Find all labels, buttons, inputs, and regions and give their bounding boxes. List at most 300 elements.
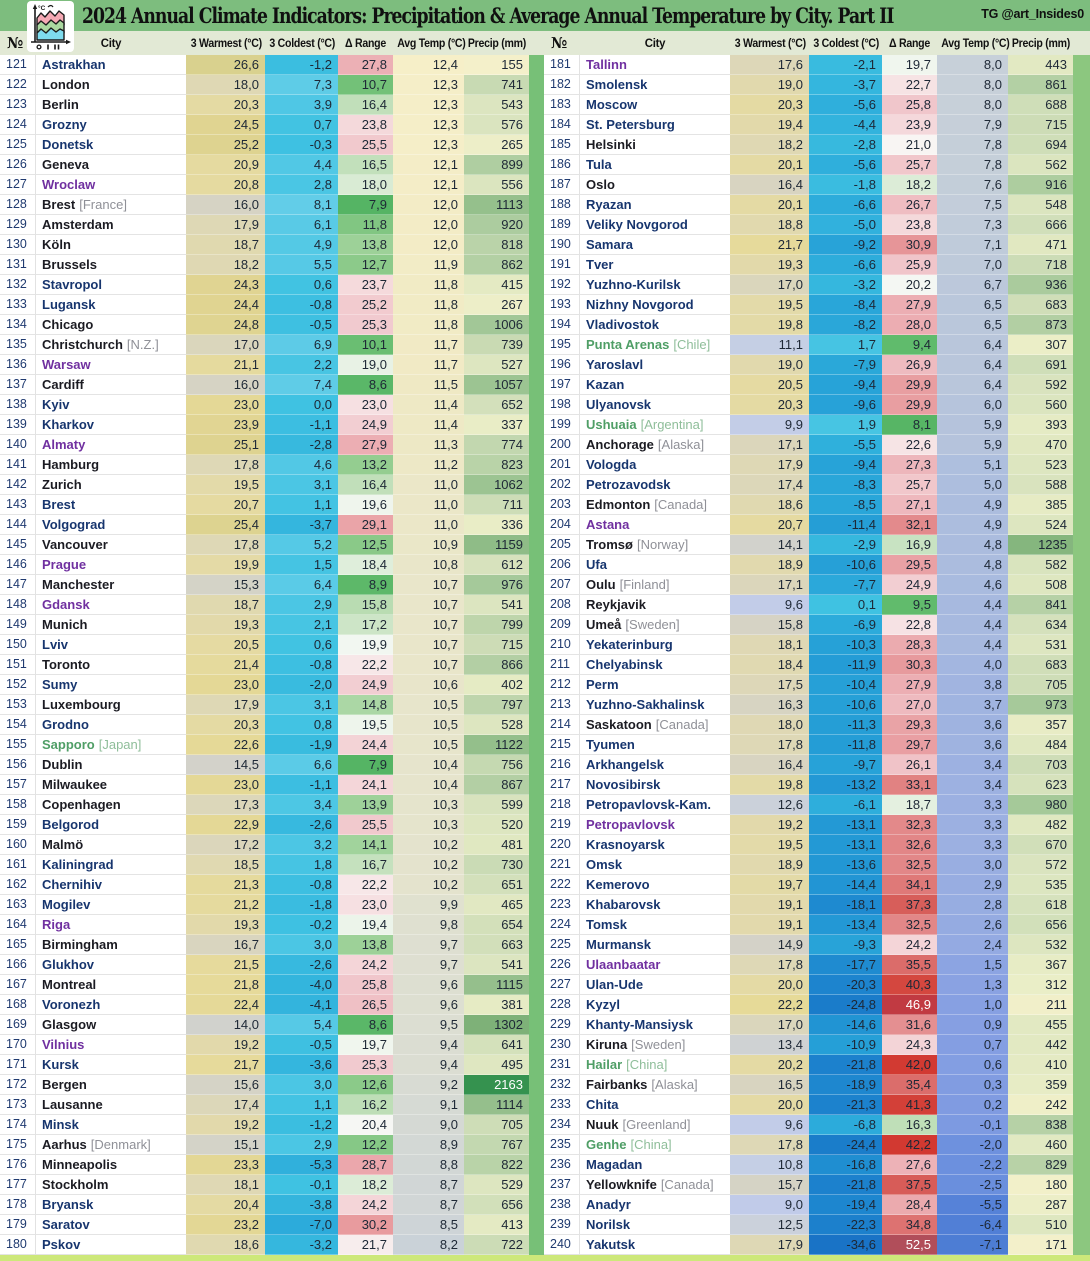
table-row xyxy=(0,895,529,915)
avgtemp-cell: 3,3 xyxy=(937,795,1008,815)
coldest-cell: 0,6 xyxy=(265,275,338,295)
rank-cell: 214 xyxy=(544,715,580,735)
avgtemp-cell: 10,7 xyxy=(393,575,464,595)
precip-cell: 385 xyxy=(1008,495,1073,515)
coldest-cell: 2,2 xyxy=(265,355,338,375)
city-name: Vilnius xyxy=(42,1037,85,1052)
table-row xyxy=(0,795,529,815)
warmest-cell: 20,3 xyxy=(186,715,265,735)
coldest-cell: -0,2 xyxy=(265,915,338,935)
city-cell xyxy=(580,655,730,675)
rank-cell: 150 xyxy=(0,635,36,655)
rank-cell: 191 xyxy=(544,255,580,275)
city-name: Wroclaw xyxy=(42,177,96,192)
precip-cell: 267 xyxy=(464,295,529,315)
precip-cell: 482 xyxy=(1008,815,1073,835)
warmest-cell: 15,1 xyxy=(186,1135,265,1155)
city-cell xyxy=(580,195,730,215)
coldest-cell: 0,8 xyxy=(265,715,338,735)
table-row xyxy=(544,995,1073,1015)
warmest-cell: 19,2 xyxy=(186,1035,265,1055)
city-country-suffix: [Norway] xyxy=(636,537,689,552)
coldest-cell: -22,3 xyxy=(809,1215,882,1235)
city-name: Vologda xyxy=(586,457,637,472)
city-cell xyxy=(36,315,186,335)
warmest-cell: 25,2 xyxy=(186,135,265,155)
range-cell: 8,6 xyxy=(338,1015,393,1035)
avgtemp-cell: 9,7 xyxy=(393,935,464,955)
coldest-cell: -9,2 xyxy=(809,235,882,255)
table-row xyxy=(544,1015,1073,1035)
coldest-cell: -8,5 xyxy=(809,495,882,515)
table-row xyxy=(544,1075,1073,1095)
warmest-cell: 19,0 xyxy=(730,355,809,375)
range-cell: 22,6 xyxy=(882,435,937,455)
city-name: Minsk xyxy=(42,1117,79,1132)
avgtemp-cell: 8,7 xyxy=(393,1195,464,1215)
coldest-cell: -4,4 xyxy=(809,115,882,135)
city-cell xyxy=(580,935,730,955)
city-name: Ulaanbaatar xyxy=(586,957,661,972)
credit-handle: TG @art_Insides0 xyxy=(981,7,1084,21)
avgtemp-cell: 12,1 xyxy=(393,155,464,175)
rank-cell: 201 xyxy=(544,455,580,475)
warmest-cell: 21,7 xyxy=(186,1055,265,1075)
range-cell: 24,2 xyxy=(338,1195,393,1215)
table-row xyxy=(0,235,529,255)
city-country-suffix: [Denmark] xyxy=(90,1137,151,1152)
city-cell xyxy=(36,135,186,155)
avgtemp-cell: 0,2 xyxy=(937,1095,1008,1115)
table-row xyxy=(544,835,1073,855)
rank-cell: 122 xyxy=(0,75,36,95)
table-row xyxy=(544,575,1073,595)
precip-cell: 920 xyxy=(464,215,529,235)
rank-cell: 186 xyxy=(544,155,580,175)
city-cell xyxy=(36,495,186,515)
precip-cell: 656 xyxy=(1008,915,1073,935)
city-cell xyxy=(36,675,186,695)
warmest-cell: 24,8 xyxy=(186,315,265,335)
city-cell xyxy=(580,275,730,295)
precip-cell: 543 xyxy=(464,95,529,115)
coldest-cell: 6,4 xyxy=(265,575,338,595)
precip-cell: 916 xyxy=(1008,175,1073,195)
city-cell xyxy=(580,75,730,95)
precip-cell: 265 xyxy=(464,135,529,155)
precip-cell: 715 xyxy=(464,635,529,655)
city-name: Warsaw xyxy=(42,357,91,372)
coldest-cell: -18,1 xyxy=(809,895,882,915)
warmest-cell: 17,4 xyxy=(186,1095,265,1115)
avgtemp-cell: 1,3 xyxy=(937,975,1008,995)
range-cell: 12,6 xyxy=(338,1075,393,1095)
rank-cell: 190 xyxy=(544,235,580,255)
table-row xyxy=(0,775,529,795)
table-row xyxy=(0,275,529,295)
range-cell: 16,9 xyxy=(882,535,937,555)
precip-cell: 523 xyxy=(1008,455,1073,475)
range-cell: 25,5 xyxy=(338,135,393,155)
city-cell xyxy=(580,675,730,695)
city-name: Lviv xyxy=(42,637,69,652)
rank-cell: 181 xyxy=(544,55,580,75)
coldest-cell: 2,9 xyxy=(265,1135,338,1155)
rank-cell: 207 xyxy=(544,575,580,595)
city-name: Tallinn xyxy=(586,57,627,72)
coldest-cell: -5,3 xyxy=(265,1155,338,1175)
range-cell: 19,6 xyxy=(338,495,393,515)
city-name: Tromsø xyxy=(586,537,633,552)
rank-cell: 211 xyxy=(544,655,580,675)
coldest-cell: -17,7 xyxy=(809,955,882,975)
avgtemp-cell: 9,7 xyxy=(393,955,464,975)
avgtemp-cell: 4,9 xyxy=(937,495,1008,515)
avgtemp-cell: 7,0 xyxy=(937,255,1008,275)
table-row xyxy=(544,675,1073,695)
table-row xyxy=(544,795,1073,815)
warmest-cell: 19,1 xyxy=(730,895,809,915)
city-cell xyxy=(580,515,730,535)
avgtemp-cell: 8,0 xyxy=(937,55,1008,75)
range-cell: 9,5 xyxy=(882,595,937,615)
coldest-cell: 7,3 xyxy=(265,75,338,95)
precip-cell: 688 xyxy=(1008,95,1073,115)
rank-cell: 142 xyxy=(0,475,36,495)
avgtemp-cell: 8,8 xyxy=(393,1155,464,1175)
city-cell xyxy=(36,935,186,955)
rank-cell: 189 xyxy=(544,215,580,235)
avgtemp-cell: 7,3 xyxy=(937,215,1008,235)
col-header-avgtemp: Avg Temp (°C) xyxy=(397,36,466,50)
range-cell: 34,8 xyxy=(882,1215,937,1235)
city-cell xyxy=(36,635,186,655)
rank-cell: 172 xyxy=(0,1075,36,1095)
precip-cell: 1115 xyxy=(464,975,529,995)
table-row xyxy=(0,855,529,875)
warmest-cell: 17,1 xyxy=(730,435,809,455)
precip-cell: 861 xyxy=(1008,75,1073,95)
range-cell: 19,5 xyxy=(338,715,393,735)
rank-cell: 179 xyxy=(0,1215,36,1235)
city-cell xyxy=(580,355,730,375)
precip-cell: 976 xyxy=(464,575,529,595)
avgtemp-cell: 2,6 xyxy=(937,915,1008,935)
coldest-cell: 3,4 xyxy=(265,795,338,815)
rank-cell: 204 xyxy=(544,515,580,535)
precip-cell: 548 xyxy=(1008,195,1073,215)
warmest-cell: 21,5 xyxy=(186,955,265,975)
right-edge-strip xyxy=(1073,55,1090,1255)
warmest-cell: 14,5 xyxy=(186,755,265,775)
city-name: Stockholm xyxy=(42,1177,109,1192)
precip-cell: 484 xyxy=(1008,735,1073,755)
table-row xyxy=(544,1235,1073,1255)
avgtemp-cell: 10,6 xyxy=(393,675,464,695)
rank-cell: 221 xyxy=(544,855,580,875)
col-header-coldest: 3 Coldest (°C) xyxy=(813,36,880,50)
precip-cell: 756 xyxy=(464,755,529,775)
range-cell: 21,0 xyxy=(882,135,937,155)
city-name: Yakutsk xyxy=(586,1237,636,1252)
range-cell: 25,3 xyxy=(338,1055,393,1075)
precip-cell: 1122 xyxy=(464,735,529,755)
warmest-cell: 21,4 xyxy=(186,655,265,675)
coldest-cell: 6,1 xyxy=(265,215,338,235)
range-cell: 23,9 xyxy=(882,115,937,135)
city-cell xyxy=(580,495,730,515)
city-name: Lausanne xyxy=(42,1097,103,1112)
range-cell: 24,4 xyxy=(338,735,393,755)
warmest-cell: 20,3 xyxy=(730,395,809,415)
warmest-cell: 25,4 xyxy=(186,515,265,535)
city-name: Gdansk xyxy=(42,597,90,612)
city-country-suffix: [Sweden] xyxy=(625,617,680,632)
avgtemp-cell: 10,4 xyxy=(393,755,464,775)
precip-cell: 691 xyxy=(1008,355,1073,375)
coldest-cell: -0,5 xyxy=(265,315,338,335)
range-cell: 32,5 xyxy=(882,915,937,935)
range-cell: 31,6 xyxy=(882,1015,937,1035)
range-cell: 29,3 xyxy=(882,715,937,735)
avgtemp-cell: 3,4 xyxy=(937,775,1008,795)
precip-cell: 683 xyxy=(1008,655,1073,675)
coldest-cell: -11,9 xyxy=(809,655,882,675)
coldest-cell: -24,4 xyxy=(809,1135,882,1155)
rank-cell: 170 xyxy=(0,1035,36,1055)
rank-cell: 136 xyxy=(0,355,36,375)
city-name: Bryansk xyxy=(42,1197,94,1212)
range-cell: 14,1 xyxy=(338,835,393,855)
city-cell xyxy=(580,875,730,895)
precip-cell: 415 xyxy=(464,275,529,295)
coldest-cell: -21,8 xyxy=(809,1055,882,1075)
coldest-cell: -2,1 xyxy=(809,55,882,75)
warmest-cell: 20,0 xyxy=(730,975,809,995)
table-row xyxy=(0,1095,529,1115)
rank-cell: 171 xyxy=(0,1055,36,1075)
range-cell: 34,1 xyxy=(882,875,937,895)
avgtemp-cell: 10,5 xyxy=(393,695,464,715)
rank-cell: 233 xyxy=(544,1095,580,1115)
rank-cell: 176 xyxy=(0,1155,36,1175)
avgtemp-cell: 10,2 xyxy=(393,875,464,895)
city-country-suffix: [Canada] xyxy=(660,1177,714,1192)
avgtemp-cell: 9,9 xyxy=(393,895,464,915)
coldest-cell: -6,6 xyxy=(809,195,882,215)
city-cell xyxy=(580,1135,730,1155)
warmest-cell: 16,7 xyxy=(186,935,265,955)
city-name: Stavropol xyxy=(42,277,102,292)
city-name: Bergen xyxy=(42,1077,87,1092)
avgtemp-cell: -2,5 xyxy=(937,1175,1008,1195)
rank-cell: 218 xyxy=(544,795,580,815)
coldest-cell: -2,8 xyxy=(809,135,882,155)
city-name: Geneva xyxy=(42,157,89,172)
avgtemp-cell: 10,7 xyxy=(393,655,464,675)
range-cell: 32,5 xyxy=(882,855,937,875)
coldest-cell: -19,4 xyxy=(809,1195,882,1215)
coldest-cell: -3,7 xyxy=(265,515,338,535)
city-name: Kharkov xyxy=(42,417,95,432)
precip-cell: 715 xyxy=(1008,115,1073,135)
precip-cell: 670 xyxy=(1008,835,1073,855)
rank-cell: 129 xyxy=(0,215,36,235)
rank-cell: 123 xyxy=(0,95,36,115)
coldest-cell: -9,3 xyxy=(809,935,882,955)
avgtemp-cell: 6,4 xyxy=(937,355,1008,375)
table-row xyxy=(544,135,1073,155)
city-name: Almaty xyxy=(42,437,86,452)
city-name: Minneapolis xyxy=(42,1157,118,1172)
avgtemp-cell: 4,0 xyxy=(937,655,1008,675)
range-cell: 19,9 xyxy=(338,635,393,655)
city-name: Sapporo xyxy=(42,737,95,752)
coldest-cell: -9,4 xyxy=(809,455,882,475)
coldest-cell: -8,4 xyxy=(809,295,882,315)
city-name: Ushuaia xyxy=(586,417,637,432)
table-row xyxy=(544,195,1073,215)
city-cell xyxy=(36,1215,186,1235)
range-cell: 19,7 xyxy=(882,55,937,75)
avgtemp-cell: 4,8 xyxy=(937,555,1008,575)
warmest-cell: 13,4 xyxy=(730,1035,809,1055)
warmest-cell: 19,2 xyxy=(730,815,809,835)
city-cell xyxy=(36,835,186,855)
precip-cell: 541 xyxy=(464,955,529,975)
city-name: Omsk xyxy=(586,857,623,872)
warmest-cell: 9,6 xyxy=(730,595,809,615)
city-cell xyxy=(580,595,730,615)
city-cell xyxy=(580,855,730,875)
table-row xyxy=(0,635,529,655)
city-name: Kaliningrad xyxy=(42,857,114,872)
rank-cell: 162 xyxy=(0,875,36,895)
city-name: Punta Arenas xyxy=(586,337,670,352)
coldest-cell: -21,3 xyxy=(809,1095,882,1115)
table-row xyxy=(0,315,529,335)
precip-cell: 312 xyxy=(1008,975,1073,995)
range-cell: 29,7 xyxy=(882,735,937,755)
warmest-cell: 22,6 xyxy=(186,735,265,755)
coldest-cell: -4,0 xyxy=(265,975,338,995)
city-cell xyxy=(580,615,730,635)
rank-cell: 146 xyxy=(0,555,36,575)
table-row xyxy=(0,475,529,495)
rank-cell: 173 xyxy=(0,1095,36,1115)
range-cell: 9,4 xyxy=(882,335,937,355)
warmest-cell: 22,2 xyxy=(730,995,809,1015)
avgtemp-cell: 6,4 xyxy=(937,375,1008,395)
coldest-cell: -3,8 xyxy=(265,1195,338,1215)
col-header-precip: Precip (mm) xyxy=(467,36,527,50)
warmest-cell: 17,9 xyxy=(730,1235,809,1255)
range-cell: 15,8 xyxy=(338,595,393,615)
avgtemp-cell: 12,4 xyxy=(393,55,464,75)
table-row xyxy=(0,135,529,155)
avgtemp-cell: 7,8 xyxy=(937,135,1008,155)
city-cell xyxy=(580,1095,730,1115)
coldest-cell: 0,6 xyxy=(265,635,338,655)
city-name: Umeå xyxy=(586,617,622,632)
precip-cell: 612 xyxy=(464,555,529,575)
warmest-cell: 11,1 xyxy=(730,335,809,355)
rank-cell: 157 xyxy=(0,775,36,795)
precip-cell: 495 xyxy=(464,1055,529,1075)
warmest-cell: 15,8 xyxy=(730,615,809,635)
rank-cell: 194 xyxy=(544,315,580,335)
avgtemp-cell: 3,4 xyxy=(937,755,1008,775)
warmest-cell: 24,4 xyxy=(186,295,265,315)
range-cell: 22,2 xyxy=(338,655,393,675)
table-row xyxy=(0,95,529,115)
coldest-cell: -10,4 xyxy=(809,675,882,695)
city-name: Aarhus xyxy=(42,1137,87,1152)
coldest-cell: -3,6 xyxy=(265,1055,338,1075)
precip-cell: 823 xyxy=(464,455,529,475)
city-cell xyxy=(580,735,730,755)
precip-cell: 470 xyxy=(1008,435,1073,455)
city-name: Yellowknife xyxy=(586,1177,657,1192)
range-cell: 27,1 xyxy=(882,495,937,515)
warmest-cell: 17,8 xyxy=(186,455,265,475)
range-cell: 8,6 xyxy=(338,375,393,395)
city-name: Brest xyxy=(42,497,76,512)
warmest-cell: 9,6 xyxy=(730,1115,809,1135)
city-name: Volgograd xyxy=(42,517,106,532)
precip-cell: 1114 xyxy=(464,1095,529,1115)
avgtemp-cell: -6,4 xyxy=(937,1215,1008,1235)
city-cell xyxy=(580,55,730,75)
range-cell: 29,5 xyxy=(882,555,937,575)
warmest-cell: 21,8 xyxy=(186,975,265,995)
table-row xyxy=(0,755,529,775)
precip-cell: 443 xyxy=(1008,55,1073,75)
precip-cell: 242 xyxy=(1008,1095,1073,1115)
precip-cell: 711 xyxy=(464,495,529,515)
range-cell: 24,2 xyxy=(338,955,393,975)
avgtemp-cell: 7,9 xyxy=(937,115,1008,135)
warmest-cell: 19,3 xyxy=(186,615,265,635)
avgtemp-cell: 12,3 xyxy=(393,135,464,155)
coldest-cell: 3,1 xyxy=(265,695,338,715)
table-row xyxy=(0,695,529,715)
avgtemp-cell: -5,5 xyxy=(937,1195,1008,1215)
city-cell xyxy=(36,595,186,615)
avgtemp-cell: 4,8 xyxy=(937,535,1008,555)
avgtemp-cell: 12,0 xyxy=(393,195,464,215)
table-row xyxy=(544,595,1073,615)
range-cell: 7,9 xyxy=(338,195,393,215)
warmest-cell: 14,1 xyxy=(730,535,809,555)
warmest-cell: 14,9 xyxy=(730,935,809,955)
rank-cell: 175 xyxy=(0,1135,36,1155)
rank-cell: 168 xyxy=(0,995,36,1015)
city-cell xyxy=(36,1035,186,1055)
city-cell xyxy=(580,435,730,455)
rank-cell: 193 xyxy=(544,295,580,315)
coldest-cell: -1,1 xyxy=(265,775,338,795)
rank-cell: 224 xyxy=(544,915,580,935)
warmest-cell: 17,8 xyxy=(730,955,809,975)
city-cell xyxy=(36,235,186,255)
city-cell xyxy=(36,1155,186,1175)
city-cell xyxy=(36,575,186,595)
range-cell: 41,3 xyxy=(882,1095,937,1115)
avgtemp-cell: 10,7 xyxy=(393,615,464,635)
coldest-cell: -5,6 xyxy=(809,155,882,175)
precip-cell: 510 xyxy=(1008,1215,1073,1235)
